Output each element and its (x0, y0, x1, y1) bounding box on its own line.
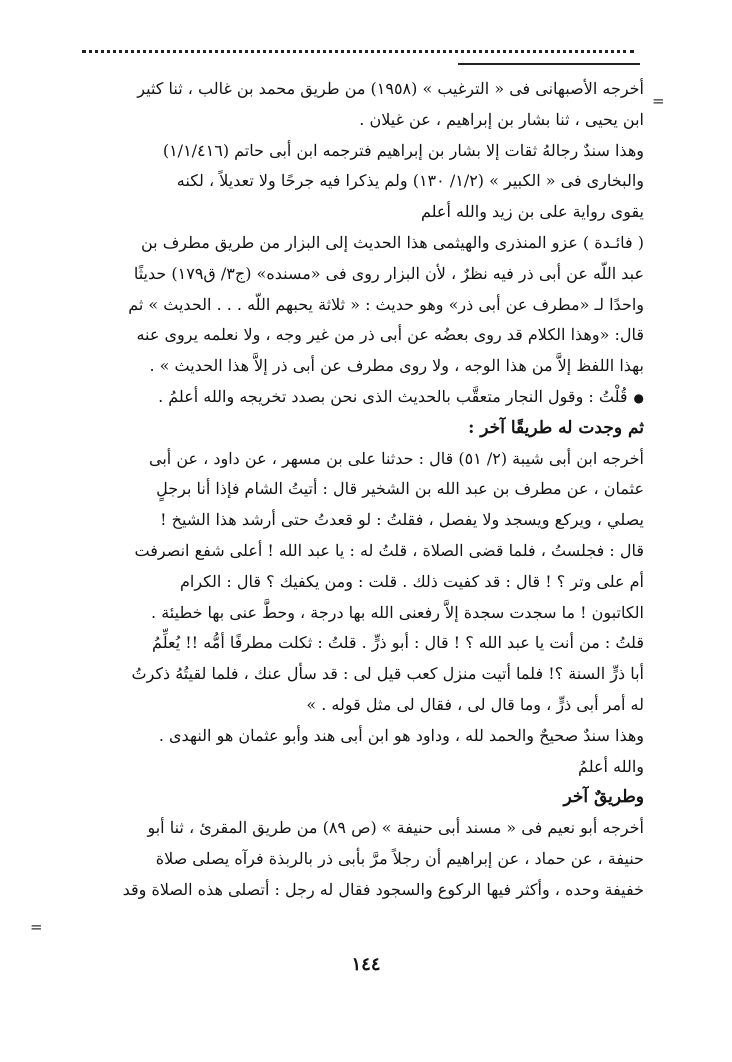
qultu-line: ● قُلْتُ : وقول النجار متعقَّب بالحديث الذى نحن بصدد تخريجه والله أعلمُ . (70, 382, 644, 413)
text-line-5: يقوى رواية على بن زيد والله أعلم (420, 202, 644, 222)
margin-mark-bottom: = (30, 918, 43, 936)
text-line-8: واحدًا لـ «مطرف عن أبى ذر» وهو حديث : « ثلاثة يحبهم اللّه . . . الحديث » ثم (128, 294, 644, 314)
page-body (70, 74, 644, 954)
text-line-4: والبخارى فى « الكبير » (١/٢/ ١٣٠) ولم يذكرا فيه جرحًا ولا تعديلاً ، لكنه (176, 171, 644, 191)
text-line-9: قال: «وهذا الكلام قد روى بعضُه عن أبى ذر من غير وجه ، ولا نعلمه يروى عنه (136, 325, 644, 345)
text-line-17: أم على وتر ؟ ! قال : قد كفيت ذلك . قلت : ومن يكفيك ؟ قال : الكرام (180, 571, 644, 591)
faida-line: ( فائـدة ) عزو المنذرى والهيثمى هذا الحديث إلى البزار من طريق مطرف بن (140, 232, 644, 252)
text-line-26: حنيفة ، عن حماد ، عن إبراهيم أن رجلاً مرَّ بأبى ذر بالربذة فرآه يصلى صلاة (155, 848, 644, 868)
footnote-separator-rule (458, 63, 640, 65)
text-line-20: أبا ذرٍّ السنة ؟! فلما أتيت منزل كعب قيل لى : قد سأل عنك ، فلما لقيتُهُ ذكرتُ (131, 664, 644, 684)
text-line-14: عثمان ، عن مطرف بن عبد الله بن الشخير قال : أتيتُ الشام فإذا أنا برجلٍ (156, 479, 644, 499)
text-line-16: قال : فجلستُ ، فلما قضى الصلاة ، قلتُ له : يا عبد الله ! أعلى شفع انصرفت (134, 540, 644, 560)
text-line-15: يصلي ، ويركع ويسجد ولا يفصل ، فقلتُ : لو قعدتُ حتى أرشد هذا الشيخ ! (160, 510, 644, 530)
dotted-header-rule (82, 42, 634, 53)
text-line-3: وهذا سندٌ رجالهُ ثقات إلا بشار بن إبراهيم فترجمه ابن أبى حاتم (١/١/٤١٦) (162, 140, 644, 160)
text-line-21: له أمر أبى ذرٍّ ، وما قال لى ، فقال لى مثل قوله . » (306, 694, 644, 714)
text-line-7: عبد اللّه عن أبى ذر فيه نظرٌ ، لأن البزار روى فى «مسنده» (ج٣/ ق١٧٩) حديثًا (133, 263, 644, 283)
text-line-13: أخرجه ابن أبى شيبة (٢/ ٥١) قال : حدثنا على بن مسهر ، عن داود ، عن أبى (149, 448, 644, 468)
text-line-27: خفيفة وحده ، وأكثر فيها الركوع والسجود فقال له رجل : أتصلى هذه الصلاة وقد (122, 879, 644, 899)
text-line-22: وهذا سندٌ صحيحٌ والحمد لله ، وداود هو ابن أبى هند وأبو عثمان هو النهدى . (158, 725, 644, 745)
text-line-18: الكاتبون ! ما سجدت سجدة إلاَّ رفعنى الله بها درجة ، وحطَّ عنى بها خطيئة . (151, 602, 644, 622)
section-heading-another-path-2: وطريقٌ آخر (563, 787, 644, 808)
text-line-19: قلتُ : من أنت يا عبد الله ؟ ! قال : أبو ذرٍّ . قلتُ : ثكلت مطرفًا أمُّه !! يُعلِّمُ (152, 633, 644, 653)
margin-mark-top: = (652, 92, 665, 110)
text-line-23: والله أعلمُ (578, 756, 644, 776)
section-heading-another-path: ثم وجدت له طريقًا آخر : (468, 417, 644, 438)
text-line-2: ابن يحيى ، ثنا بشار بن إبراهيم ، عن غيلان . (359, 109, 644, 129)
text-line-1: أخرجه الأصبهانى فى « الترغيب » (١٩٥٨) من طريق محمد بن غالب ، ثنا كثير (137, 79, 644, 98)
text-line-10: بهذا اللفظ إلاَّ من هذا الوجه ، ولا روى مطرف عن أبى ذر إلاَّ هذا الحديث » . (149, 356, 644, 376)
page-number: ١٤٤ (351, 954, 381, 975)
text-line-25: أخرجه أبو نعيم فى « مسند أبى حنيفة » (ص ٨٩) من طريق المقرئ ، ثنا أبو (147, 818, 644, 838)
